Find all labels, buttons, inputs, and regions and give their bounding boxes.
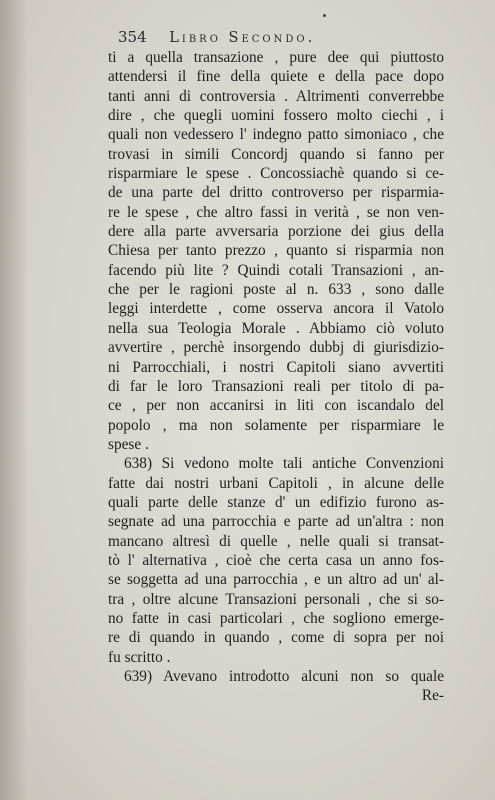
running-header: [118, 28, 418, 46]
text-line: segnate ad una parrocchia e parte ad un'altra : non: [108, 513, 444, 531]
text-line: Chiesa per tanto prezzo , quanto si risparmia non: [108, 242, 444, 260]
text-line: dire , che quegli uomini fossero molto ciechi , i: [108, 107, 444, 125]
text-line: quali non vedessero l' indegno patto simoniaco , che: [108, 126, 444, 144]
binding-shadow: [0, 0, 28, 800]
text-line: 639) Avevano introdotto alcuni non so quale: [124, 668, 444, 685]
text-line: re di quando in quando , come di sopra per noi: [108, 629, 444, 647]
text-line: tra , oltre alcune Transazioni personali , che si so-: [108, 590, 444, 608]
text-line: se soggetta ad una parrocchia , e un altro ad un' al-: [108, 571, 444, 589]
text-line: avvertire , perchè insorgendo dubbj di giurisdizio-: [108, 339, 444, 357]
text-line: risparmiare le spese . Concossiachè quando si ce-: [108, 165, 444, 183]
text-line: nella sua Teologia Morale . Abbiamo ciò voluto: [108, 319, 444, 337]
page-number: 354: [118, 28, 147, 46]
running-title: Libro Secondo.: [169, 30, 316, 46]
text-line: ti a quella transazione , pure dee qui piuttosto: [108, 49, 444, 66]
text-line: dere alla parte avversaria porzione dei gius della: [108, 223, 444, 241]
text-line: trovasi in simili Concordj quando si fanno per: [108, 145, 444, 163]
text-line: de una parte del dritto controverso per risparmia-: [108, 184, 444, 202]
text-line: quali parte delle stanze d' un edifizio furono as-: [108, 493, 444, 511]
text-line: di far le loro Transazioni reali per titolo di pa-: [108, 377, 444, 395]
text-line: re le spese , che altro fassi in verità , se non ven-: [108, 203, 444, 221]
text-line: facendo più lite ? Quindi cotali Transazioni , an-: [108, 261, 444, 279]
text-line: che per le ragioni poste al n. 633 , sono dalle: [108, 281, 444, 299]
text-line: tanti anni di controversia . Altrimenti converrebbe: [108, 87, 444, 105]
text-line: spese .: [108, 435, 149, 453]
text-line: mancano altresì di quelle , nelle quali si transat-: [108, 532, 444, 550]
text-line: Re-: [421, 687, 444, 705]
ink-speck: [323, 14, 326, 17]
text-line: no fatte in casi particolari , che sogliono emerge-: [108, 609, 444, 627]
text-line: attendersi il fine della quiete e della pace dopo: [108, 68, 444, 86]
text-line: leggi interdette , come osserva ancora il Vatolo: [108, 300, 444, 318]
text-line: tò l' alternativa , cioè che certa casa un anno fos-: [108, 551, 444, 569]
text-line: ce , per non accanirsi in liti con iscandalo del: [108, 397, 444, 415]
text-line: fu scritto .: [108, 648, 171, 666]
text-line: 638) Si vedono molte tali antiche Convenzioni: [124, 455, 444, 473]
text-line: ni Parrocchiali, i nostri Capitoli siano avvertiti: [108, 358, 444, 376]
text-line: fatte dai nostri urbani Capitoli , in alcune delle: [108, 474, 444, 492]
body-text: [108, 48, 444, 706]
text-line: popolo , ma non solamente per risparmiare le: [108, 416, 444, 434]
